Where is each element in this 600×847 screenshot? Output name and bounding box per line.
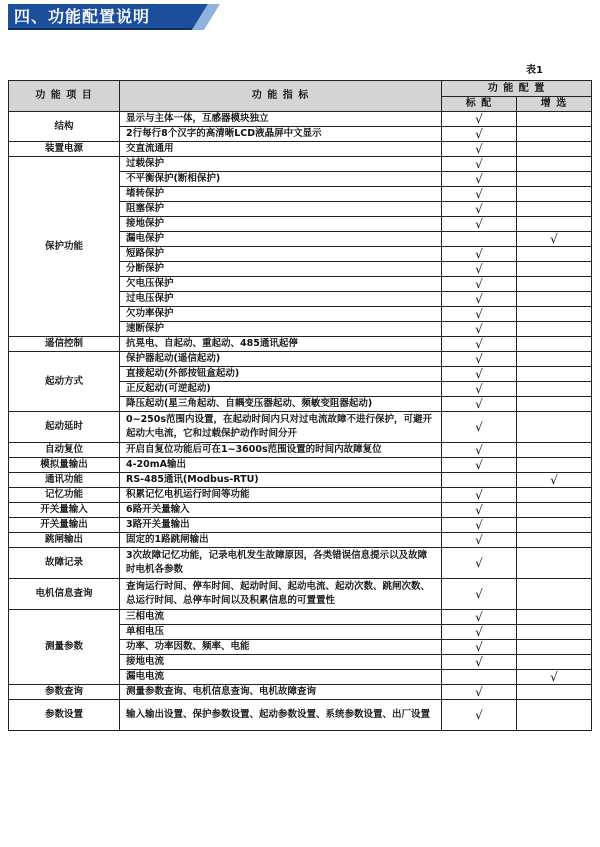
standard-check-mark: √ — [442, 262, 517, 277]
function-item-cell: 装置电源 — [9, 142, 120, 157]
indicator-cell: 2行每行8个汉字的高清晰LCD液晶屏中文显示 — [120, 127, 442, 142]
table-row — [9, 157, 592, 172]
standard-check-mark: √ — [442, 625, 517, 640]
standard-check-mark: √ — [442, 112, 517, 127]
optional-empty-cell — [517, 322, 592, 337]
optional-empty-cell — [517, 127, 592, 142]
function-item-cell: 通讯功能 — [9, 473, 120, 488]
standard-check-mark: √ — [442, 367, 517, 382]
standard-check-mark: √ — [442, 382, 517, 397]
function-item-cell: 参数查询 — [9, 685, 120, 700]
standard-check-mark: √ — [442, 412, 517, 443]
indicator-cell: RS-485通讯(Modbus-RTU) — [120, 473, 442, 488]
optional-empty-cell — [517, 382, 592, 397]
indicator-cell: 接地保护 — [120, 217, 442, 232]
optional-empty-cell — [517, 172, 592, 187]
optional-empty-cell — [517, 352, 592, 367]
table-row — [9, 533, 592, 548]
optional-empty-cell — [517, 337, 592, 352]
function-item-cell: 开关量输出 — [9, 518, 120, 533]
indicator-cell: 保护器起动(遥信起动) — [120, 352, 442, 367]
indicator-cell: 不平衡保护(断相保护) — [120, 172, 442, 187]
standard-empty-cell — [442, 473, 517, 488]
table-row — [9, 503, 592, 518]
section-banner — [8, 4, 220, 30]
function-item-cell: 遥信控制 — [9, 337, 120, 352]
optional-empty-cell — [517, 533, 592, 548]
standard-check-mark: √ — [442, 172, 517, 187]
function-item-cell: 参数设置 — [9, 700, 120, 731]
optional-check-mark: √ — [517, 670, 592, 685]
column-header-config: 功 能 配 置 — [442, 81, 592, 97]
function-item-cell: 跳闸输出 — [9, 533, 120, 548]
table-row — [9, 458, 592, 473]
function-item-cell: 测量参数 — [9, 610, 120, 685]
standard-check-mark: √ — [442, 187, 517, 202]
function-item-cell: 起动方式 — [9, 352, 120, 412]
section-title: 四、功能配置说明 — [14, 7, 151, 26]
optional-check-mark: √ — [517, 473, 592, 488]
indicator-cell: 3次故障记忆功能，记录电机发生故障原因，各类错误信息提示以及故障时电机各参数 — [120, 548, 442, 579]
standard-empty-cell — [442, 232, 517, 247]
standard-check-mark: √ — [442, 127, 517, 142]
standard-check-mark: √ — [442, 292, 517, 307]
table-row — [9, 548, 592, 579]
standard-check-mark: √ — [442, 503, 517, 518]
indicator-cell: 0~250s范围内设置，在起动时间内只对过电流故障不进行保护，可避开起动大电流，它和过载保护动作时间分开 — [120, 412, 442, 443]
function-item-cell: 开关量输入 — [9, 503, 120, 518]
optional-empty-cell — [517, 503, 592, 518]
optional-empty-cell — [517, 640, 592, 655]
standard-check-mark: √ — [442, 337, 517, 352]
column-header-item: 功 能 项 目 — [9, 81, 120, 112]
indicator-cell: 直接起动(外部按钮盒起动) — [120, 367, 442, 382]
standard-check-mark: √ — [442, 458, 517, 473]
optional-empty-cell — [517, 458, 592, 473]
function-item-cell: 模拟量输出 — [9, 458, 120, 473]
indicator-cell: 阻塞保护 — [120, 202, 442, 217]
standard-check-mark: √ — [442, 247, 517, 262]
indicator-cell: 查询运行时间、停车时间、起动时间、起动电流、起动次数、跳闸次数、总运行时间、总停车时间以及积累信息的可置置性 — [120, 579, 442, 610]
optional-check-mark: √ — [517, 232, 592, 247]
optional-empty-cell — [517, 397, 592, 412]
standard-check-mark: √ — [442, 322, 517, 337]
table-row — [9, 443, 592, 458]
indicator-cell: 漏电保护 — [120, 232, 442, 247]
optional-empty-cell — [517, 488, 592, 503]
table-number-label: 表1 — [526, 65, 543, 76]
standard-check-mark: √ — [442, 610, 517, 625]
table-row — [9, 610, 592, 625]
column-header-indicator: 功 能 指 标 — [120, 81, 442, 112]
optional-empty-cell — [517, 112, 592, 127]
indicator-cell: 输入输出设置、保护参数设置、起动参数设置、系统参数设置、出厂设置 — [120, 700, 442, 731]
table-row — [9, 142, 592, 157]
indicator-cell: 欠功率保护 — [120, 307, 442, 322]
table-row — [9, 685, 592, 700]
standard-check-mark: √ — [442, 518, 517, 533]
optional-empty-cell — [517, 157, 592, 172]
optional-empty-cell — [517, 367, 592, 382]
optional-empty-cell — [517, 685, 592, 700]
indicator-cell: 过电压保护 — [120, 292, 442, 307]
standard-check-mark: √ — [442, 157, 517, 172]
optional-empty-cell — [517, 202, 592, 217]
standard-check-mark: √ — [442, 685, 517, 700]
function-item-cell: 保护功能 — [9, 157, 120, 337]
table-row — [9, 579, 592, 610]
standard-check-mark: √ — [442, 488, 517, 503]
standard-check-mark: √ — [442, 640, 517, 655]
standard-empty-cell — [442, 670, 517, 685]
standard-check-mark: √ — [442, 655, 517, 670]
standard-check-mark: √ — [442, 700, 517, 731]
table-row — [9, 337, 592, 352]
indicator-cell: 显示与主体一体，互感器模块独立 — [120, 112, 442, 127]
indicator-cell: 3路开关量输出 — [120, 518, 442, 533]
optional-empty-cell — [517, 443, 592, 458]
standard-check-mark: √ — [442, 579, 517, 610]
standard-check-mark: √ — [442, 217, 517, 232]
optional-empty-cell — [517, 277, 592, 292]
table-row — [9, 352, 592, 367]
standard-check-mark: √ — [442, 548, 517, 579]
optional-empty-cell — [517, 579, 592, 610]
optional-empty-cell — [517, 625, 592, 640]
standard-check-mark: √ — [442, 533, 517, 548]
function-item-cell: 记忆功能 — [9, 488, 120, 503]
indicator-cell: 短路保护 — [120, 247, 442, 262]
indicator-cell: 4-20mA输出 — [120, 458, 442, 473]
indicator-cell: 接地电流 — [120, 655, 442, 670]
function-item-cell: 结构 — [9, 112, 120, 142]
optional-empty-cell — [517, 292, 592, 307]
optional-empty-cell — [517, 187, 592, 202]
indicator-cell: 欠电压保护 — [120, 277, 442, 292]
indicator-cell: 抗晃电、自起动、重起动、485通讯起停 — [120, 337, 442, 352]
column-header-standard: 标 配 — [442, 97, 517, 112]
standard-check-mark: √ — [442, 397, 517, 412]
indicator-cell: 测量参数查询、电机信息查询、电机故障查询 — [120, 685, 442, 700]
standard-check-mark: √ — [442, 307, 517, 322]
indicator-cell: 开启自复位功能后可在1~3600s范围设置的时间内故障复位 — [120, 443, 442, 458]
table-row — [9, 700, 592, 731]
optional-empty-cell — [517, 655, 592, 670]
indicator-cell: 正反起动(可逆起动) — [120, 382, 442, 397]
indicator-cell: 过载保护 — [120, 157, 442, 172]
indicator-cell: 单相电压 — [120, 625, 442, 640]
optional-empty-cell — [517, 518, 592, 533]
optional-empty-cell — [517, 412, 592, 443]
function-item-cell: 自动复位 — [9, 443, 120, 458]
indicator-cell: 三相电流 — [120, 610, 442, 625]
indicator-cell: 降压起动(星三角起动、自耦变压器起动、频敏变阻器起动) — [120, 397, 442, 412]
optional-empty-cell — [517, 247, 592, 262]
standard-check-mark: √ — [442, 352, 517, 367]
indicator-cell: 固定的1路跳闸输出 — [120, 533, 442, 548]
optional-empty-cell — [517, 217, 592, 232]
indicator-cell: 6路开关量输入 — [120, 503, 442, 518]
standard-check-mark: √ — [442, 202, 517, 217]
function-item-cell: 故障记录 — [9, 548, 120, 579]
optional-empty-cell — [517, 610, 592, 625]
standard-check-mark: √ — [442, 277, 517, 292]
column-header-optional: 增 选 — [517, 97, 592, 112]
table-row — [9, 112, 592, 127]
optional-empty-cell — [517, 307, 592, 322]
function-item-cell: 起动延时 — [9, 412, 120, 443]
indicator-cell: 速断保护 — [120, 322, 442, 337]
optional-empty-cell — [517, 262, 592, 277]
indicator-cell: 交直流通用 — [120, 142, 442, 157]
indicator-cell: 漏电电流 — [120, 670, 442, 685]
standard-check-mark: √ — [442, 142, 517, 157]
table-row — [9, 473, 592, 488]
table-row — [9, 412, 592, 443]
indicator-cell: 堵转保护 — [120, 187, 442, 202]
function-config-table — [8, 80, 592, 731]
indicator-cell: 积累记忆电机运行时间等功能 — [120, 488, 442, 503]
table-row — [9, 488, 592, 503]
optional-empty-cell — [517, 142, 592, 157]
standard-check-mark: √ — [442, 443, 517, 458]
indicator-cell: 功率、功率因数、频率、电能 — [120, 640, 442, 655]
optional-empty-cell — [517, 700, 592, 731]
table-body — [9, 112, 592, 731]
optional-empty-cell — [517, 548, 592, 579]
table-row — [9, 518, 592, 533]
function-item-cell: 电机信息查询 — [9, 579, 120, 610]
indicator-cell: 分断保护 — [120, 262, 442, 277]
